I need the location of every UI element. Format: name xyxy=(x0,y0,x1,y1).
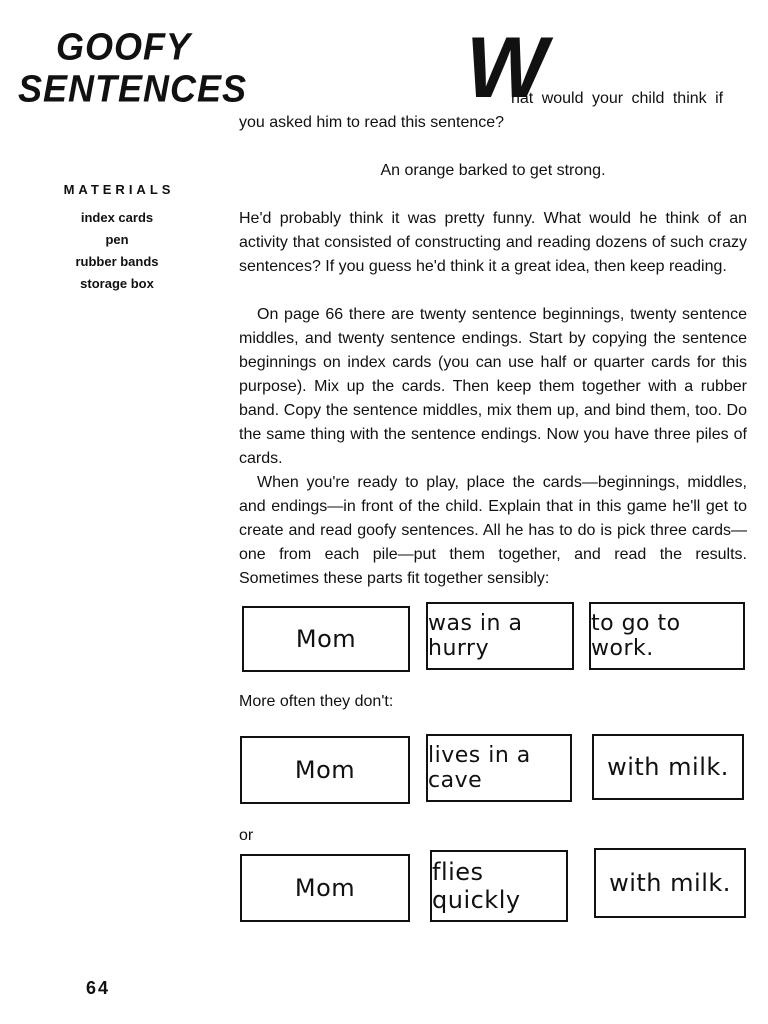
ending-card: to go to work. xyxy=(589,602,745,670)
intro-line-2: you asked him to read this sentence? xyxy=(239,114,505,131)
materials-heading: MATERIALS xyxy=(63,182,175,197)
beginning-card: Mom xyxy=(240,736,410,804)
ending-card: with milk. xyxy=(594,848,746,918)
beginning-card: Mom xyxy=(240,854,410,922)
card-row-1 xyxy=(240,602,748,676)
card-row-2 xyxy=(240,734,748,808)
card-row-3 xyxy=(240,848,748,922)
title-line-2: SENTENCES xyxy=(18,66,248,110)
title-line-1: GOOFY xyxy=(56,24,192,68)
beginning-card: Mom xyxy=(242,606,410,672)
ending-card: with milk. xyxy=(592,734,744,800)
middle-card: was in a hurry xyxy=(426,602,574,670)
set-2-label: More often they don't: xyxy=(239,693,394,710)
materials-box xyxy=(20,182,200,295)
set-3-label: or xyxy=(239,827,254,844)
example-sentence: An orange barked to get strong. xyxy=(380,162,606,179)
paragraph-3: When you're ready to play, place the cards—beginnings, middles, and endings—in front of the child. Explain that in this game he'll get to create and read goofy sentences. All he has to do is pick three cards—one from each pile—put them together, and read the results. Sometimes these parts fit together sensibly: xyxy=(239,474,747,587)
chapter-title xyxy=(18,24,248,110)
materials-item: pen xyxy=(105,232,129,247)
paragraph-2: On page 66 there are twenty sentence beginnings, twenty sentence middles, and twenty sentence endings. Start by copying the sentence beginnings on index cards (you can use half or quarter cards for this purpose). Mix up the cards. Then keep them together with a rubber band. Copy the sentence middles, mix them up, and bind them, too. Do the same thing with the sentence endings. Now you have three piles of cards. xyxy=(239,306,747,467)
paragraph-1: He'd probably think it was pretty funny. What would he think of an activity that consisted of constructing and reading dozens of such crazy sentences? If you guess he'd think it a great idea, then keep reading. xyxy=(239,210,747,275)
drop-cap: W xyxy=(466,20,548,116)
page-number: 64 xyxy=(86,978,111,998)
intro-line-1: hat would your child think if xyxy=(511,90,724,107)
middle-card: lives in a cave xyxy=(426,734,572,802)
middle-card: flies quickly xyxy=(430,850,568,922)
materials-item: index cards xyxy=(80,210,154,225)
materials-item: rubber bands xyxy=(75,254,159,269)
materials-item: storage box xyxy=(80,276,154,291)
